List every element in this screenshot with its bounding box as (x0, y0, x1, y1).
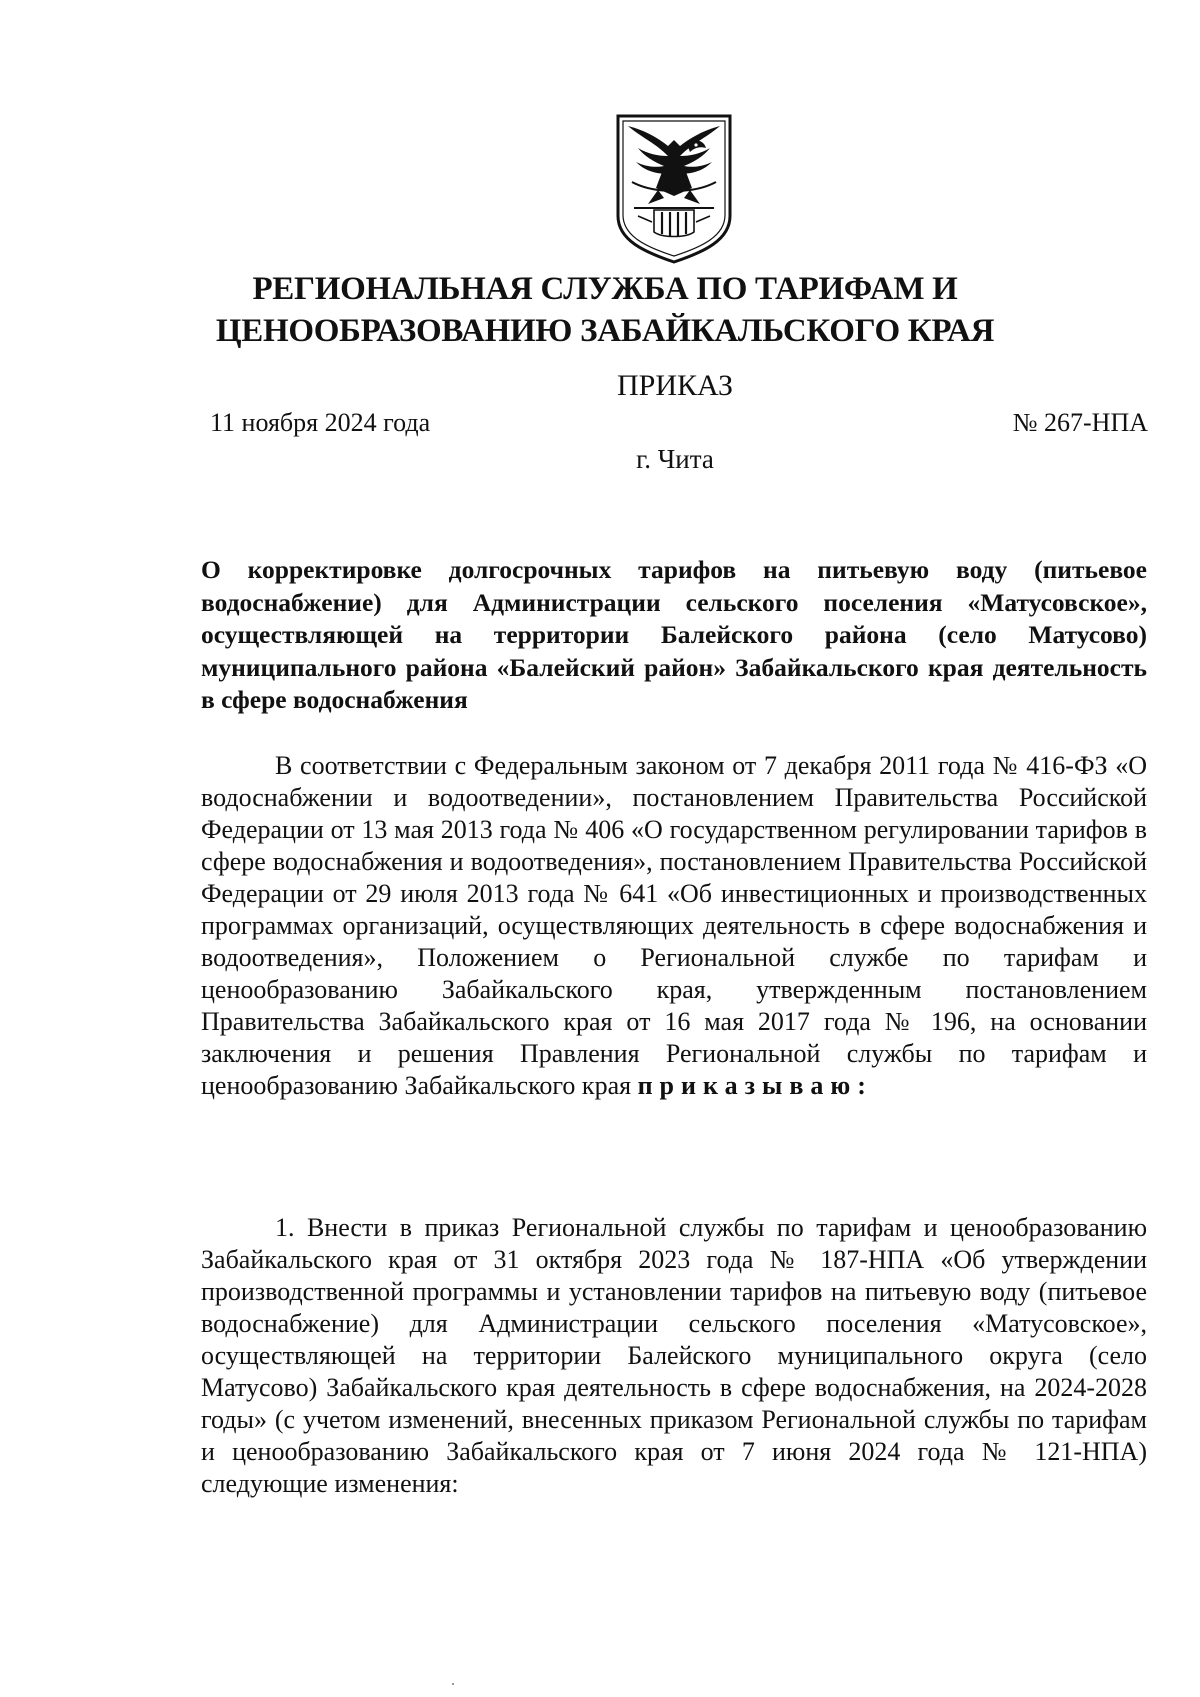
organization-title (200, 268, 1010, 352)
preamble-paragraph (201, 750, 1147, 1102)
organization-title-line-2: ЦЕНООБРАЗОВАНИЮ ЗАБАЙКАЛЬСКОГО КРАЯ (215, 313, 995, 349)
document-number: № 267-НПА (1012, 408, 1148, 437)
organization-title-line-1: РЕГИОНАЛЬНАЯ СЛУЖБА ПО ТАРИФАМ И (252, 271, 958, 307)
document-subject: О корректировке долгосрочных тарифов на питьевую воду (питьевое водоснабжение) для Администрации сельского поселения «Матусовское», осуществляющей на территории Балейского района (село Матусово) муниципального района «Балейский район» Забайкальского края деятельность в сфере водоснабжения (201, 555, 1147, 714)
scan-artifact (452, 1683, 454, 1685)
document-city: г. Чита (636, 444, 714, 474)
preamble-text: В соответствии с Федеральным законом от 7 декабря 2011 года № 416-ФЗ «О водоснабжении и водоотведении», постановлением Правительства Российской Федерации от 13 мая 2013 года № 406 «О государственном регулировании тарифов в сфере водоснабжения и водоотведения», постановлением Правительства Российской Федерации от 29 июля 2013 года № 641 «Об инвестиционных и производственных программах организаций, осуществляющих деятельность в сфере водоснабжения и водоотведения», Положением о Региональной службе по тарифам и ценообразованию Забайкальского края, утвержденным постановлением Правительства Забайкальского края от 16 мая 2017 года № 196, на основании заключения и решения Правления Региональной службы по тарифам и ценообразованию Забайкальского края (201, 751, 1147, 1100)
clause-1-paragraph: 1. Внести в приказ Региональной службы по тарифам и ценообразованию Забайкальского края от 31 октября 2023 года № 187-НПА «Об утверждении производственной программы и установлении тарифов на питьевую воду (питьевое водоснабжение) для Администрации сельского поселения «Матусовское», осуществляющей на территории Балейского муниципального округа (село Матусово) Забайкальского края деятельность в сфере водоснабжения, на 2024-2028 годы» (с учетом изменений, внесенных приказом Региональной службы по тарифам и ценообразованию Забайкальского края от 7 июня 2024 года № 121-НПА) следующие изменения: (201, 1213, 1147, 1498)
zabaykalsky-coat-of-arms-icon (614, 112, 734, 264)
document-type: ПРИКАЗ (617, 369, 733, 402)
order-word: приказываю: (637, 1071, 873, 1100)
document-date: 11 ноября 2024 года (210, 408, 431, 437)
